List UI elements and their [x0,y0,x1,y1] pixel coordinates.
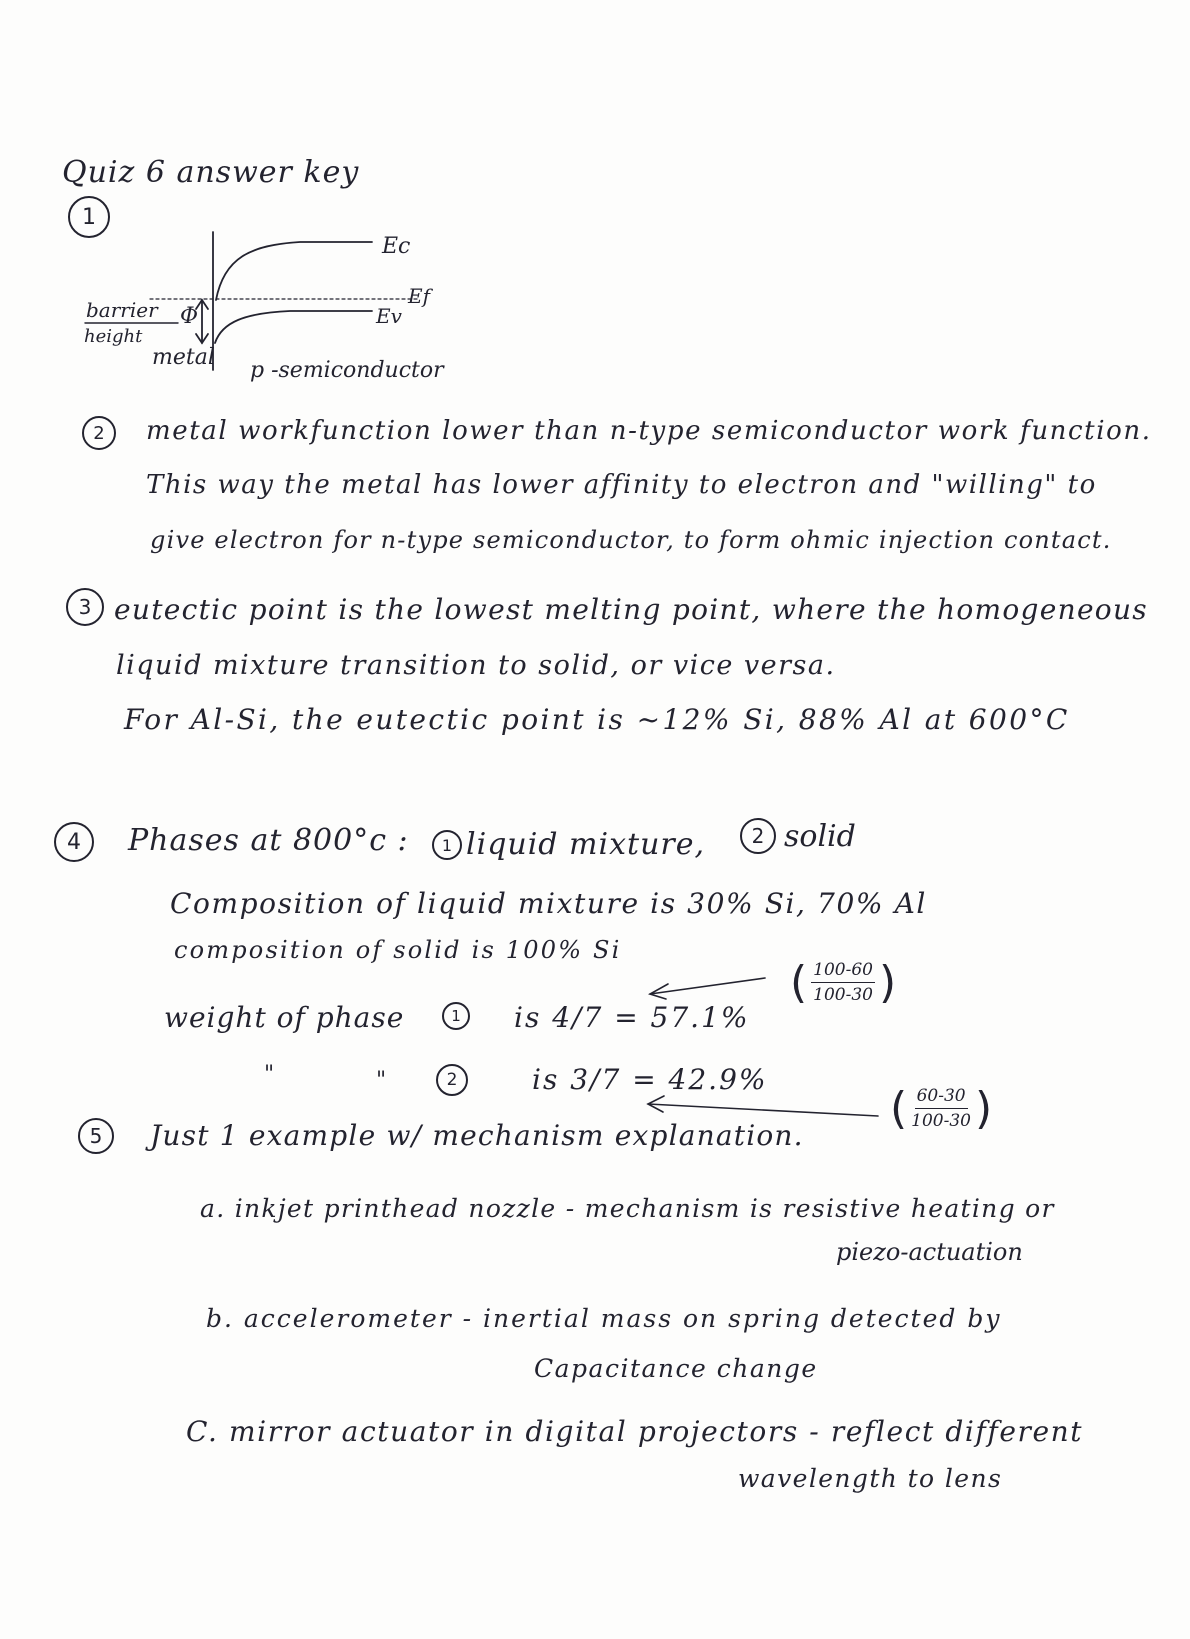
q5-intro: Just 1 example w/ mechanism explanation. [150,1119,804,1152]
solid-composition: composition of solid is 100% Si [174,936,622,964]
q3-line-3: For Al-Si, the eutectic point is ~12% Si, 88% Al at 600°C [124,703,1070,736]
question-4-marker: 4 [54,822,94,862]
q2-line-1: metal workfunction lower than n-type semiconductor work function. [146,416,1152,446]
semiconductor-label: p -semiconductor [250,358,444,383]
phase-2-label: solid [784,819,856,854]
q2-line-2: This way the metal has lower affinity to electron and "willing" to [146,470,1097,500]
ditto-mark-2: " [376,1068,387,1093]
phi-label: Φ [180,304,199,329]
fraction-1-denominator: 100-30 [813,985,873,1005]
liquid-composition: Composition of liquid mixture is 30% Si, 70% Al [170,887,927,920]
phase-1-marker: 1 [432,830,462,860]
band-label-ec: Ec [382,234,411,259]
fraction-2-numerator: 60-30 [915,1086,968,1109]
metal-label: metal [152,345,215,370]
weight-phase-1-prefix: weight of phase [164,1001,405,1034]
lever-rule-fraction-1: ( $\frac{100-60}{100-30}$ ) [790,956,897,1008]
q3-line-1: eutectic point is the lowest melting point, where the homogeneous [114,593,1148,626]
example-c-line-2: wavelength to lens [738,1464,1003,1493]
barrier-label: barrier [86,298,158,322]
question-1-marker: 1 [68,196,110,238]
example-c-line-1: C. mirror actuator in digital projectors - reflect different [186,1415,1084,1448]
weight-phase-2-marker: 2 [436,1064,468,1096]
example-a-line-2: piezo-actuation [836,1238,1023,1266]
ditto-mark-1: " [264,1062,275,1087]
arrow-1-shaft [650,978,765,994]
arrow-2-shaft [648,1104,878,1116]
q3-line-2: liquid mixture transition to solid, or vice versa. [116,650,836,681]
height-label: height [84,326,143,347]
example-b-line-2: Capacitance change [534,1354,818,1383]
phase-2-marker: 2 [740,818,776,854]
q2-line-3: give electron for n-type semiconductor, to form ohmic injection contact. [150,526,1112,554]
band-label-ef: Ef [408,284,431,308]
question-3-marker: 3 [66,588,104,626]
example-a-line-1: a. inkjet printhead nozzle - mechanism is resistive heating or [200,1194,1055,1223]
question-2-marker: 2 [82,416,116,450]
example-b-line-1: b. accelerometer - inertial mass on spring detected by [206,1304,1002,1333]
weight-phase-1-marker: 1 [442,1002,470,1030]
band-label-ev: Ev [376,304,402,328]
phases-heading: Phases at 800°c : [128,823,409,858]
weight-phase-1-value: is 4/7 = 57.1% [514,1001,750,1034]
page-title: Quiz 6 answer key [62,155,360,190]
fraction-2-denominator: 100-30 [911,1111,971,1131]
weight-phase-2-value: is 3/7 = 42.9% [532,1063,768,1096]
question-5-marker: 5 [78,1118,114,1154]
phase-1-label: liquid mixture, [466,827,706,862]
fraction-1-numerator: 100-60 [811,960,875,983]
lever-rule-fraction-2: ( $\frac{60-30}{100-30}$ ) [890,1082,993,1134]
